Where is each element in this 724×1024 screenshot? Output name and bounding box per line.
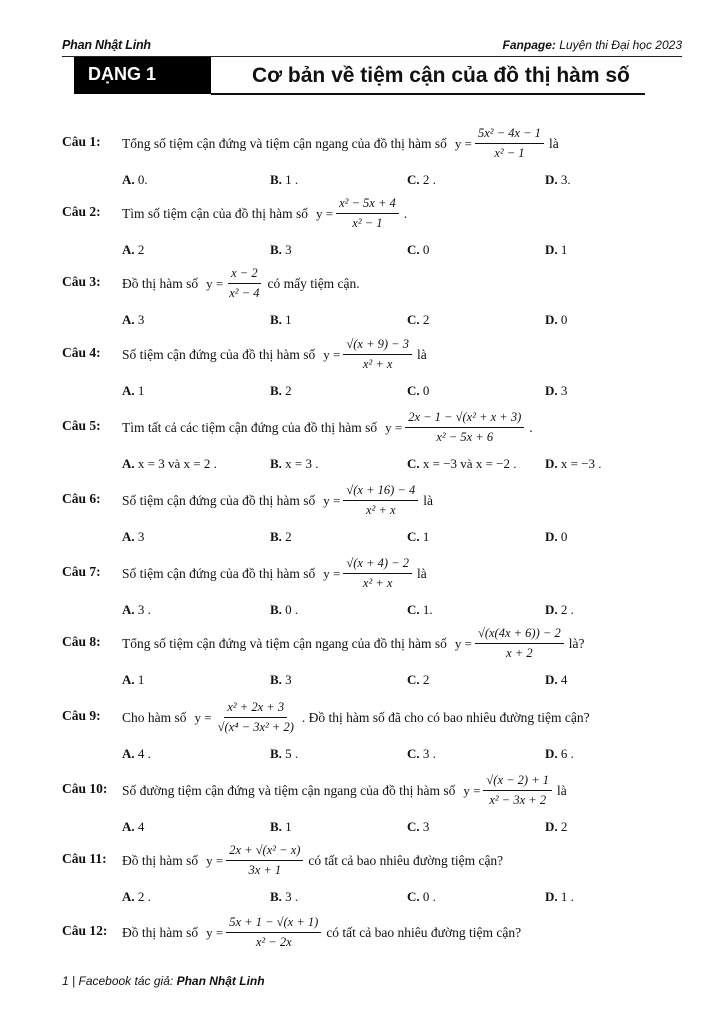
- answer-options: [0, 172, 724, 188]
- answer-option-b[interactable]: [270, 889, 298, 905]
- answer-value: 0 .: [422, 889, 436, 904]
- answer-options: [0, 242, 724, 258]
- answer-value: 5 .: [285, 746, 299, 761]
- answer-value: 1.: [422, 602, 433, 617]
- question-8: [0, 626, 724, 688]
- answer-value: 0.: [137, 172, 148, 187]
- answer-option-c[interactable]: [407, 242, 429, 258]
- function-formula: [203, 843, 303, 878]
- question-prefix: Cho hàm số: [122, 709, 187, 725]
- y-equals: y =: [194, 709, 212, 725]
- answer-options: [0, 889, 724, 905]
- answer-letter: A.: [122, 746, 135, 761]
- answer-option-b[interactable]: [270, 819, 292, 835]
- function-formula: [382, 410, 524, 445]
- answer-option-b[interactable]: [270, 602, 298, 618]
- question-10: [0, 773, 724, 835]
- y-equals: y =: [454, 635, 472, 651]
- question-number: Câu 10:: [62, 781, 108, 796]
- fraction: [475, 626, 564, 661]
- question-suffix: có tất cả bao nhiêu đường tiệm cận?: [326, 924, 522, 940]
- answer-value: 3: [422, 819, 430, 834]
- footer-page-number: 1: [62, 974, 69, 988]
- question-text: [122, 126, 559, 161]
- answer-option-c[interactable]: [407, 529, 429, 545]
- answer-value: 1: [422, 529, 430, 544]
- question-prefix: Tổng số tiệm cận đứng và tiệm cận ngang của đồ thị hàm số: [122, 635, 447, 651]
- fraction-numerator: √(x + 4) − 2: [343, 556, 412, 574]
- function-formula: [452, 126, 544, 161]
- question-suffix: là: [417, 346, 427, 362]
- fraction: [405, 410, 524, 445]
- answer-letter: C.: [407, 456, 420, 471]
- fraction-denominator: 3x + 1: [248, 863, 282, 877]
- question-5: [0, 410, 724, 472]
- answer-value: 2 .: [422, 172, 436, 187]
- question-prefix: Số tiệm cận đứng của đồ thị hàm số: [122, 565, 316, 581]
- header-author: Phan Nhật Linh: [62, 38, 151, 52]
- question-6: [0, 483, 724, 545]
- answer-letter: D.: [545, 312, 558, 327]
- question-text: [122, 196, 407, 231]
- question-1: [0, 126, 724, 188]
- question-prefix: Số đường tiệm cận đứng và tiệm cận ngang của đồ thị hàm số: [122, 782, 456, 798]
- question-suffix: là: [548, 135, 559, 151]
- question-number: Câu 1:: [62, 134, 101, 149]
- answer-value: x = 3 .: [285, 456, 319, 471]
- answer-letter: A.: [122, 889, 135, 904]
- page-footer: [62, 974, 265, 988]
- answer-value: 2: [285, 529, 292, 544]
- answer-letter: C.: [407, 312, 420, 327]
- function-formula: [203, 266, 262, 301]
- question-7: [0, 556, 724, 618]
- fraction: [215, 700, 297, 735]
- answer-option-d[interactable]: [545, 172, 571, 188]
- answer-value: 2: [285, 383, 292, 398]
- question-4: [0, 337, 724, 399]
- y-equals: y =: [323, 565, 341, 581]
- answer-letter: A.: [122, 312, 135, 327]
- fraction: [343, 483, 418, 518]
- answer-letter: C.: [407, 746, 420, 761]
- answer-value: 1: [285, 312, 292, 327]
- answer-option-d[interactable]: [545, 456, 602, 472]
- question-2: [0, 196, 724, 258]
- answer-letter: A.: [122, 242, 135, 257]
- answer-options: [0, 672, 724, 688]
- header-fanpage-label: Fanpage:: [502, 38, 556, 52]
- fraction-numerator: 5x² − 4x − 1: [475, 126, 544, 144]
- question-prefix: Đồ thị hàm số: [122, 852, 199, 868]
- answer-letter: B.: [270, 456, 282, 471]
- question-suffix: là: [423, 492, 433, 508]
- question-number: Câu 12:: [62, 923, 108, 938]
- answer-value: x = −3 và x = −2 .: [422, 456, 517, 471]
- answer-value: 4: [560, 672, 568, 687]
- answer-option-c[interactable]: [407, 172, 436, 188]
- answer-option-c[interactable]: [407, 889, 436, 905]
- question-number: Câu 8:: [62, 634, 101, 649]
- function-formula: [320, 337, 412, 372]
- fraction-numerator: 2x − 1 − √(x² + x + 3): [405, 410, 524, 428]
- fraction-numerator: x² + 2x + 3: [224, 700, 287, 718]
- fraction: [475, 126, 544, 161]
- fraction-numerator: √(x(4x + 6)) − 2: [475, 626, 564, 644]
- question-suffix: là?: [568, 635, 585, 651]
- fraction-denominator: x² − 2x: [255, 935, 292, 949]
- answer-options: [0, 602, 724, 618]
- answer-letter: A.: [122, 529, 135, 544]
- answer-letter: C.: [407, 242, 420, 257]
- fraction: [483, 773, 552, 808]
- function-formula: [192, 700, 297, 735]
- answer-letter: B.: [270, 529, 282, 544]
- footer-author: Phan Nhật Linh: [176, 974, 265, 988]
- question-suffix: .: [529, 419, 533, 435]
- answer-letter: A.: [122, 819, 135, 834]
- answer-value: 3 .: [285, 889, 299, 904]
- fraction-denominator: x² − 5x + 6: [436, 430, 494, 444]
- answer-option-b[interactable]: [270, 242, 292, 258]
- function-formula: [320, 483, 418, 518]
- question-text: [122, 773, 567, 808]
- fraction-numerator: 5x + 1 − √(x + 1): [226, 915, 321, 933]
- answer-option-a[interactable]: [122, 312, 144, 328]
- answer-letter: D.: [545, 746, 558, 761]
- function-formula: [203, 915, 321, 950]
- answer-value: 2: [422, 312, 430, 327]
- answer-option-b[interactable]: [270, 312, 292, 328]
- fraction-denominator: x² − 3x + 2: [489, 793, 547, 807]
- answer-option-d[interactable]: [545, 602, 574, 618]
- answer-letter: B.: [270, 819, 282, 834]
- question-text: [122, 266, 360, 301]
- answer-option-a[interactable]: [122, 242, 144, 258]
- answer-options: [0, 312, 724, 328]
- answer-letter: D.: [545, 602, 558, 617]
- answer-option-c[interactable]: [407, 819, 429, 835]
- answer-letter: D.: [545, 529, 558, 544]
- fraction-denominator: x² − 4: [229, 286, 260, 300]
- answer-letter: A.: [122, 383, 135, 398]
- function-formula: [320, 556, 412, 591]
- answer-letter: B.: [270, 746, 282, 761]
- answer-letter: B.: [270, 383, 282, 398]
- y-equals: y =: [206, 852, 224, 868]
- answer-value: x = 3 và x = 2 .: [137, 456, 217, 471]
- question-suffix: là: [417, 565, 427, 581]
- answer-option-a[interactable]: [122, 889, 151, 905]
- fraction-denominator: x² + x: [362, 576, 393, 590]
- question-text: [122, 410, 533, 445]
- fraction: [226, 843, 303, 878]
- answer-option-a[interactable]: [122, 602, 151, 618]
- answer-letter: D.: [545, 383, 558, 398]
- answer-option-c[interactable]: [407, 456, 517, 472]
- answer-option-b[interactable]: [270, 172, 298, 188]
- answer-letter: B.: [270, 172, 282, 187]
- banner-tag-box: [74, 57, 211, 94]
- question-number: Câu 6:: [62, 491, 101, 506]
- answer-value: 4 .: [137, 746, 151, 761]
- answer-option-d[interactable]: [545, 242, 567, 258]
- answer-option-b[interactable]: [270, 529, 292, 545]
- answer-letter: D.: [545, 672, 558, 687]
- answer-option-c[interactable]: [407, 383, 429, 399]
- question-prefix: Đồ thị hàm số: [122, 275, 199, 291]
- answer-letter: C.: [407, 383, 420, 398]
- answer-value: 2: [137, 242, 145, 257]
- answer-option-b[interactable]: [270, 456, 319, 472]
- answer-letter: C.: [407, 889, 420, 904]
- question-12: [0, 915, 724, 947]
- answer-value: 1: [285, 819, 292, 834]
- answer-option-d[interactable]: [545, 672, 567, 688]
- question-suffix: là: [557, 782, 567, 798]
- question-text: [122, 915, 521, 950]
- header-fanpage-name: Luyện thi Đại học 2023: [559, 38, 682, 52]
- question-prefix: Đồ thị hàm số: [122, 924, 199, 940]
- answer-value: 3 .: [137, 602, 151, 617]
- question-prefix: Số tiệm cận đứng của đồ thị hàm số: [122, 492, 316, 508]
- question-number: Câu 11:: [62, 851, 107, 866]
- answer-option-b[interactable]: [270, 746, 298, 762]
- question-9: [0, 700, 724, 762]
- question-prefix: Tổng số tiệm cận đứng và tiệm cận ngang của đồ thị hàm số: [122, 135, 447, 151]
- answer-value: 3: [560, 383, 568, 398]
- answer-option-d[interactable]: [545, 889, 574, 905]
- question-number: Câu 3:: [62, 274, 101, 289]
- question-suffix: có tất cả bao nhiêu đường tiệm cận?: [308, 852, 504, 868]
- y-equals: y =: [315, 205, 334, 221]
- fraction-denominator: x² + x: [362, 357, 393, 371]
- answer-value: 2 .: [137, 889, 151, 904]
- fraction-numerator: √(x − 2) + 1: [483, 773, 552, 791]
- function-formula: [313, 196, 399, 231]
- answer-letter: D.: [545, 456, 558, 471]
- answer-value: 0: [422, 242, 430, 257]
- fraction-numerator: √(x + 16) − 4: [343, 483, 418, 501]
- answer-options: [0, 819, 724, 835]
- footer-label: | Facebook tác giả:: [72, 974, 174, 988]
- answer-value: 3 .: [422, 746, 436, 761]
- answer-value: 1: [560, 242, 568, 257]
- question-text: [122, 700, 590, 735]
- question-suffix: có mấy tiệm cận.: [267, 275, 360, 291]
- answer-option-a[interactable]: [122, 456, 217, 472]
- fraction-numerator: √(x + 9) − 3: [343, 337, 412, 355]
- answer-letter: A.: [122, 456, 135, 471]
- y-equals: y =: [463, 782, 481, 798]
- answer-option-a[interactable]: [122, 819, 144, 835]
- fraction-denominator: x² − 1: [352, 216, 383, 230]
- y-equals: y =: [385, 419, 403, 435]
- question-prefix: Tìm tất cả các tiệm cận đứng của đồ thị hàm số: [122, 419, 378, 435]
- answer-value: 0: [560, 529, 568, 544]
- fraction: [336, 196, 399, 231]
- answer-value: 6 .: [560, 746, 574, 761]
- header-fanpage: [503, 38, 682, 52]
- answer-letter: D.: [545, 172, 558, 187]
- banner-underline: [211, 93, 645, 95]
- answer-option-d[interactable]: [545, 383, 567, 399]
- answer-option-c[interactable]: [407, 602, 433, 618]
- question-prefix: Tìm số tiệm cận của đồ thị hàm số: [122, 205, 308, 221]
- y-equals: y =: [454, 135, 472, 151]
- fraction-denominator: √(x⁴ − 3x² + 2): [217, 720, 294, 734]
- answer-letter: D.: [545, 889, 558, 904]
- answer-letter: B.: [270, 312, 282, 327]
- answer-letter: C.: [407, 819, 420, 834]
- answer-letter: B.: [270, 602, 282, 617]
- question-suffix: .: [403, 205, 408, 221]
- answer-letter: C.: [407, 172, 420, 187]
- answer-option-a[interactable]: [122, 672, 144, 688]
- question-number: Câu 5:: [62, 418, 101, 433]
- question-number: Câu 7:: [62, 564, 101, 579]
- fraction-denominator: x + 2: [506, 646, 533, 660]
- fraction-denominator: x² − 1: [494, 146, 525, 160]
- question-text: [122, 337, 427, 372]
- answer-value: 1: [137, 383, 145, 398]
- fraction: [343, 337, 412, 372]
- answer-value: 1: [137, 672, 145, 687]
- answer-option-c[interactable]: [407, 746, 436, 762]
- answer-value: x = −3 .: [560, 456, 602, 471]
- answer-value: 3: [137, 529, 145, 544]
- question-3: [0, 266, 724, 328]
- answer-value: 0: [422, 383, 430, 398]
- answer-letter: C.: [407, 602, 420, 617]
- answer-value: 3.: [560, 172, 571, 187]
- question-text: [122, 483, 433, 518]
- answer-value: 1 .: [560, 889, 574, 904]
- question-suffix: . Đồ thị hàm số đã cho có bao nhiêu đường tiệm cận?: [301, 709, 590, 725]
- answer-options: [0, 383, 724, 399]
- answer-letter: B.: [270, 242, 282, 257]
- y-equals: y =: [206, 275, 224, 291]
- answer-letter: B.: [270, 672, 282, 687]
- answer-letter: D.: [545, 819, 558, 834]
- answer-letter: A.: [122, 672, 135, 687]
- answer-letter: C.: [407, 529, 420, 544]
- question-text: [122, 843, 503, 878]
- fraction: [226, 266, 262, 301]
- question-number: Câu 2:: [62, 204, 101, 219]
- answer-option-d[interactable]: [545, 746, 574, 762]
- answer-letter: B.: [270, 889, 282, 904]
- answer-value: 0: [560, 312, 568, 327]
- function-formula: [460, 773, 552, 808]
- answer-value: 2: [560, 819, 568, 834]
- fraction-numerator: 2x + √(x² − x): [226, 843, 303, 861]
- answer-value: 3: [285, 672, 292, 687]
- question-11: [0, 843, 724, 905]
- answer-letter: A.: [122, 602, 135, 617]
- answer-option-c[interactable]: [407, 672, 429, 688]
- answer-value: 2: [422, 672, 430, 687]
- fraction: [226, 915, 321, 950]
- answer-letter: C.: [407, 672, 420, 687]
- answer-option-c[interactable]: [407, 312, 429, 328]
- answer-option-a[interactable]: [122, 383, 144, 399]
- answer-value: 3: [285, 242, 292, 257]
- answer-option-d[interactable]: [545, 529, 567, 545]
- answer-option-a[interactable]: [122, 529, 144, 545]
- answer-option-d[interactable]: [545, 312, 567, 328]
- answer-option-a[interactable]: [122, 172, 148, 188]
- answer-options: [0, 529, 724, 545]
- banner-tag: DẠNG 1: [88, 64, 157, 84]
- fraction: [343, 556, 412, 591]
- y-equals: y =: [206, 924, 224, 940]
- question-prefix: Số tiệm cận đứng của đồ thị hàm số: [122, 346, 316, 362]
- page-header: [62, 36, 682, 57]
- function-formula: [452, 626, 564, 661]
- question-text: [122, 626, 584, 661]
- y-equals: y =: [323, 492, 341, 508]
- fraction-denominator: x² + x: [366, 503, 396, 517]
- question-text: [122, 556, 427, 591]
- answer-letter: D.: [545, 242, 558, 257]
- fraction-numerator: x − 2: [228, 266, 260, 284]
- answer-option-a[interactable]: [122, 746, 151, 762]
- answer-value: 3: [137, 312, 145, 327]
- answer-letter: A.: [122, 172, 135, 187]
- question-number: Câu 4:: [62, 345, 101, 360]
- answer-value: 2 .: [560, 602, 574, 617]
- answer-value: 4: [137, 819, 145, 834]
- answer-option-b[interactable]: [270, 672, 292, 688]
- banner-title: Cơ bản về tiệm cận của đồ thị hàm số: [252, 64, 630, 87]
- answer-value: 1 .: [285, 172, 299, 187]
- answer-options: [0, 456, 724, 472]
- y-equals: y =: [323, 346, 341, 362]
- answer-options: [0, 746, 724, 762]
- fraction-numerator: x² − 5x + 4: [336, 196, 399, 214]
- answer-option-b[interactable]: [270, 383, 292, 399]
- answer-value: 0 .: [285, 602, 299, 617]
- answer-option-d[interactable]: [545, 819, 567, 835]
- question-number: Câu 9:: [62, 708, 101, 723]
